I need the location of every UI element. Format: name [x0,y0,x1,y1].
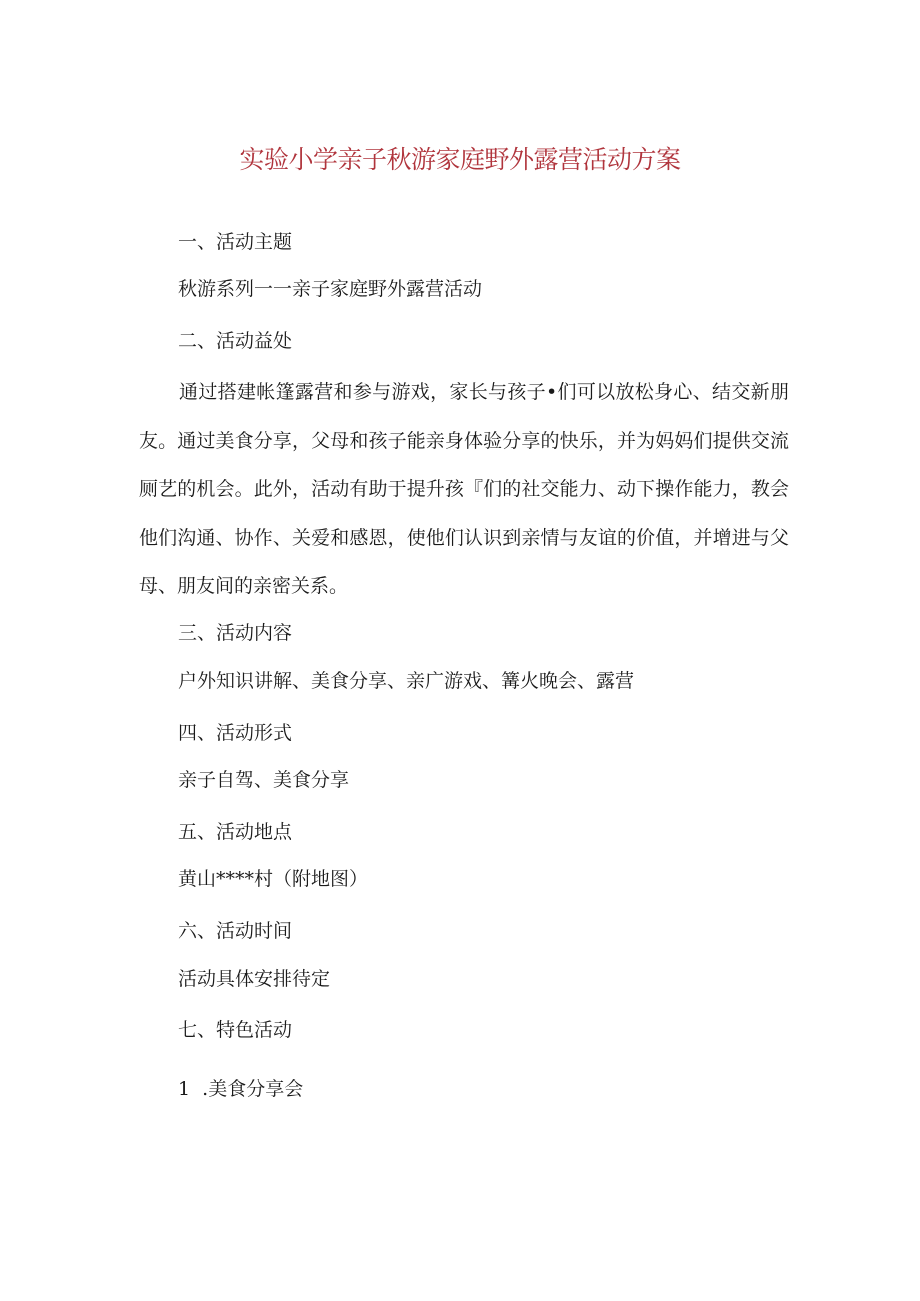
section-heading-time: 六、活动时间 [178,920,293,942]
section-heading-special: 七、特色活动 [178,1019,293,1041]
section-body-special: 1 .美食分享会 [178,1078,304,1100]
section-body-content: 户外知识讲解、美食分享、亲广游戏、篝火晚会、露营 [178,670,635,692]
section-body-format: 亲子自驾、美食分享 [178,769,350,791]
section-heading-benefits: 二、活动益处 [178,330,293,352]
document-title: 实验小学亲子秋游家庭野外露营活动方案 [239,145,681,174]
section-heading-location: 五、活动地点 [178,821,293,843]
section-body-location: 黄山****村（附地图） [178,868,369,890]
section-body-theme: 秋游系列一一亲子家庭野外露营活动 [178,278,483,300]
section-heading-content: 三、活动内容 [178,622,293,644]
section-heading-format: 四、活动形式 [178,722,293,744]
section-heading-theme: 一、活动主题 [178,231,293,253]
section-body-benefits: 通过搭建帐篷露营和参与游戏，家长与孩子•们可以放松身心、结交新朋友。通过美食分享，父母和孩子能亲身体验分享的快乐，并为妈妈们提供交流厕艺的机会。此外，活动有助于提升孩『们的社交能力、动下操作能力，教会他们沟通、协作、关爱和感恩，使他们认识到亲情与友谊的价值，并增进与父母、朋友间的亲密关系。 [139,381,789,597]
section-body-time: 活动具体安排待定 [178,968,331,990]
